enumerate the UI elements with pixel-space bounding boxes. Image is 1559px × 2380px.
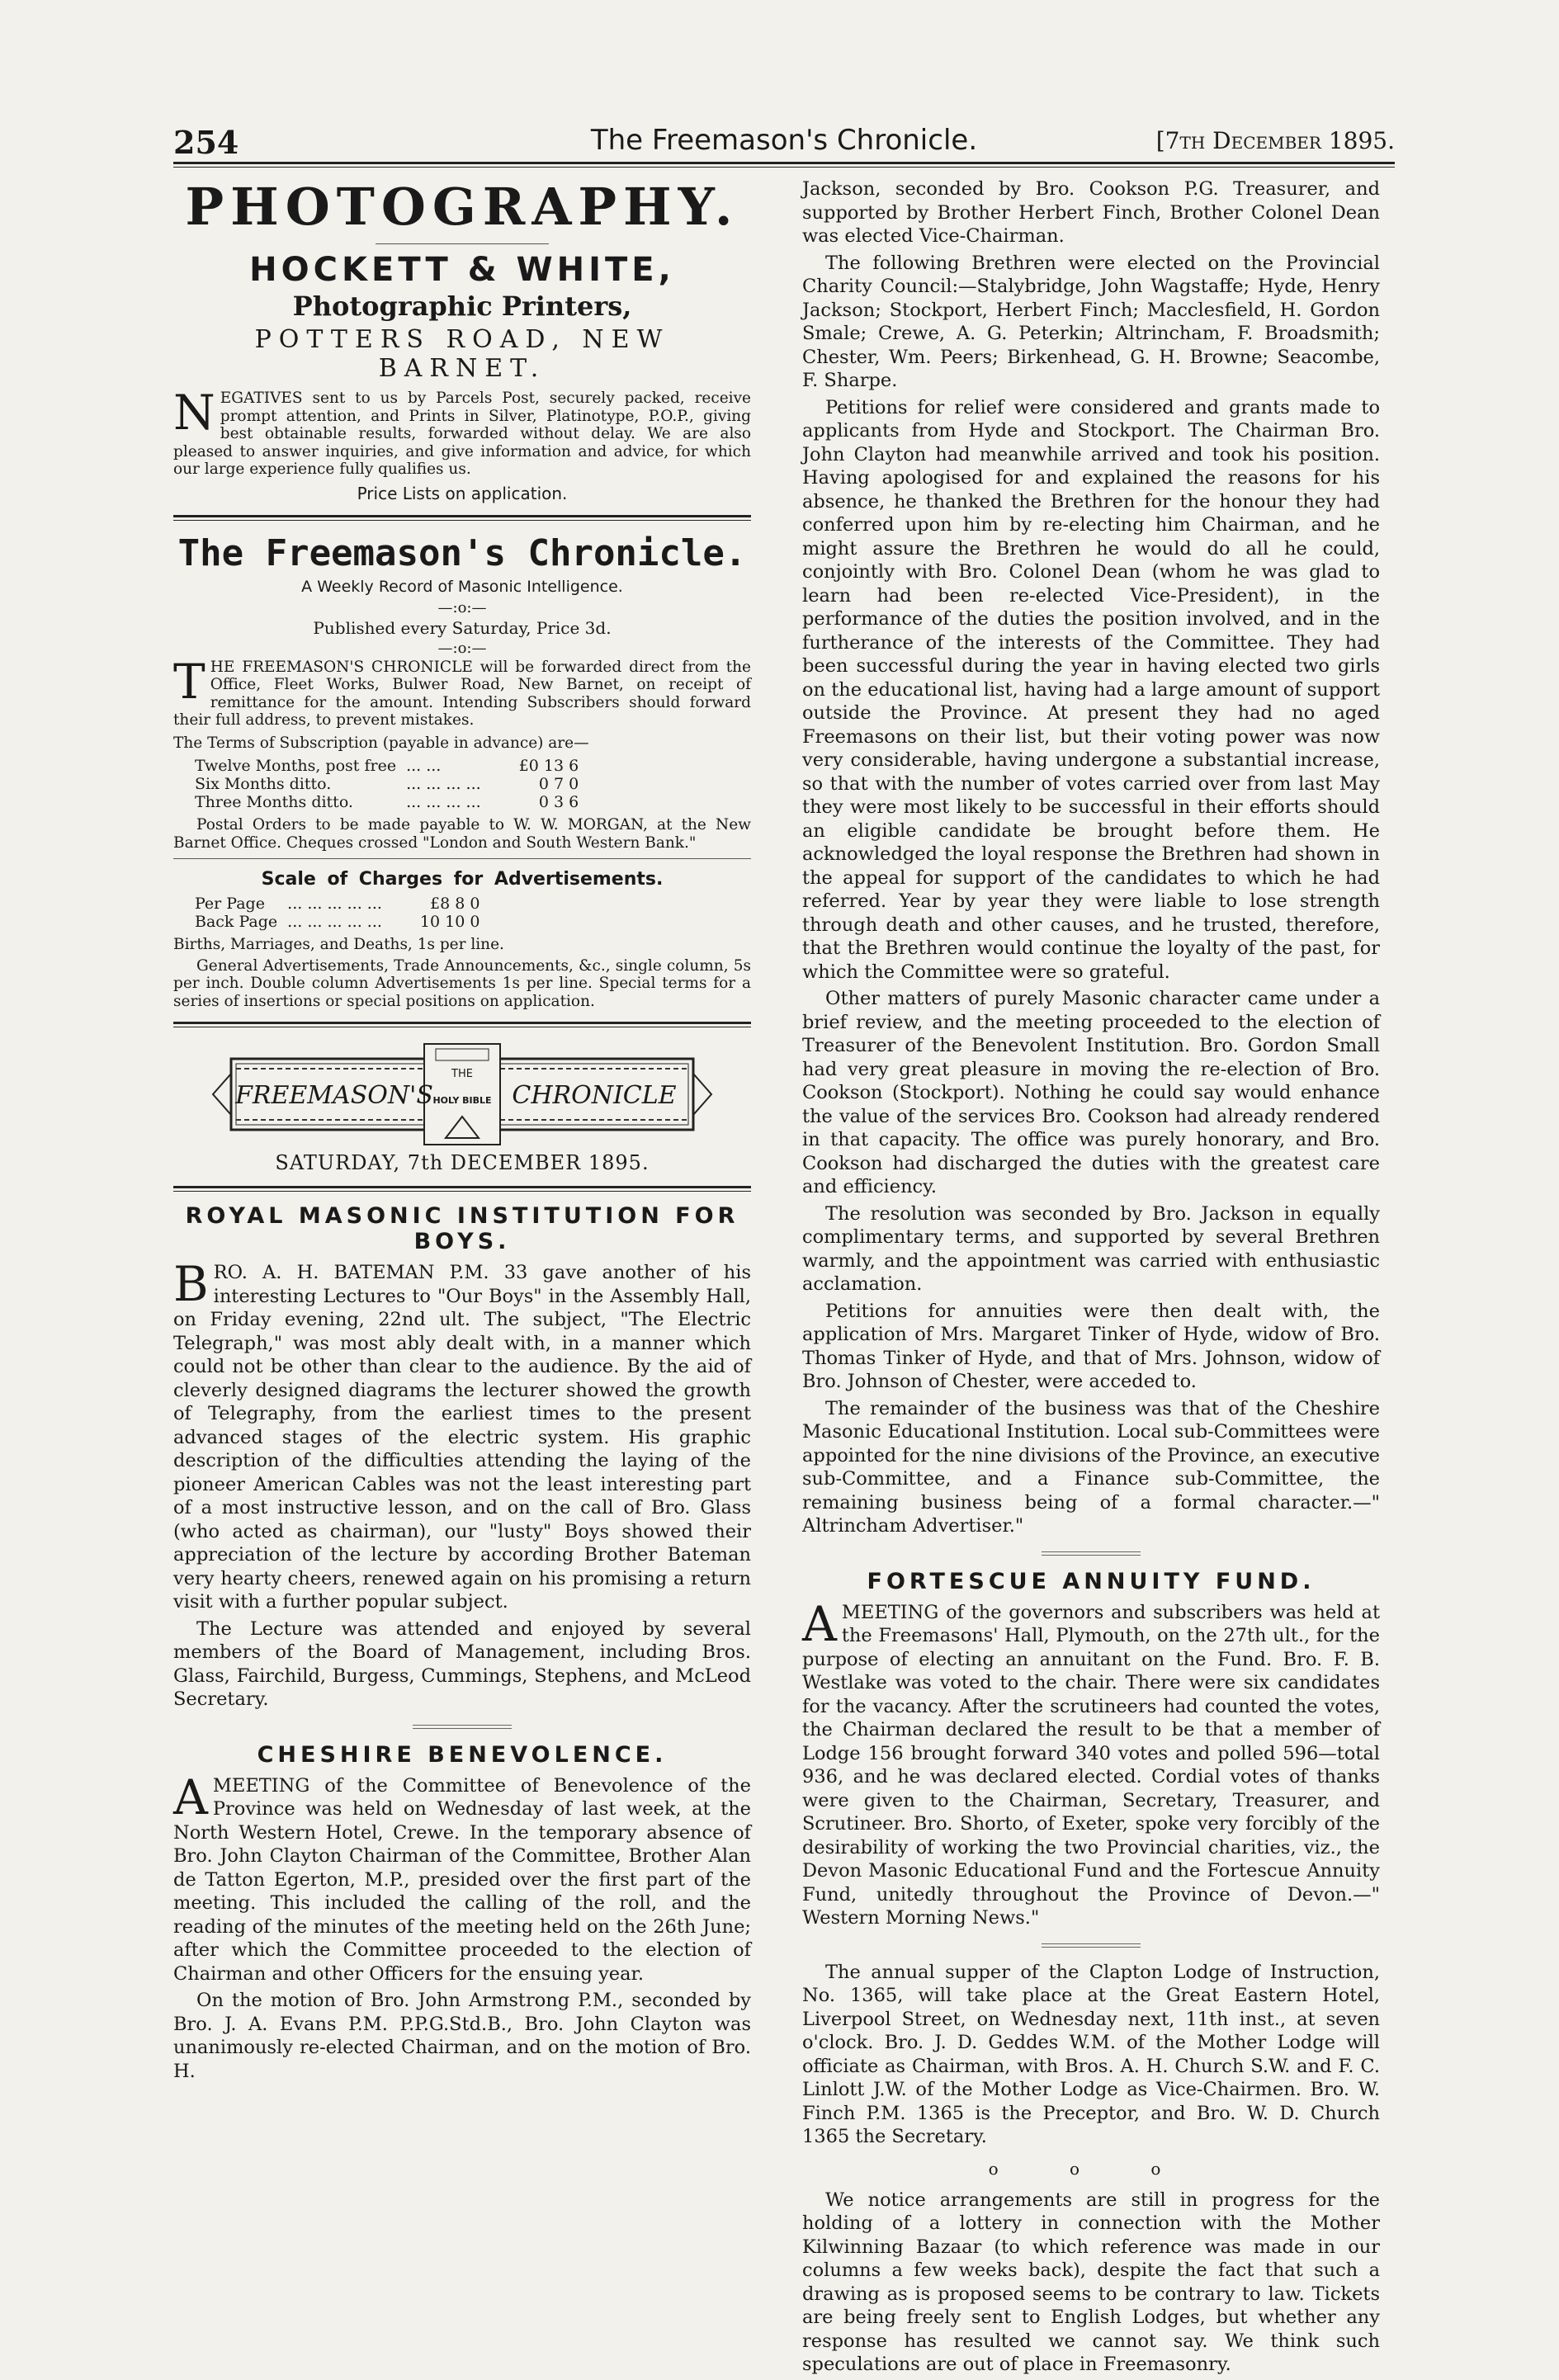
header-rule (173, 162, 1395, 168)
article-paragraph: AMEETING of the Committee of Benevolence of the Province was held on Wednesday of last week, at the North Western Hotel, Crewe. In the temporary absence of Bro. John Clayton Chairman of the Committee, Brother Alan de Tatton Egerton, M.P., presided over the first part of the meeting. This included the calling of the roll, and the reading of the minutes of the meeting held on the 26th June; after which the Committee proceeded to the election of Chairman and other Officers for the ensuing year. (173, 1768, 751, 1985)
article-paragraph: On the motion of Bro. John Armstrong P.M., seconded by Bro. J. A. Evans P.M. P.P.G.Std.B., Bro. John Clayton was unanimously re-elected Chairman, and on the motion of Bro. H. (173, 1990, 751, 2082)
right-column (802, 177, 1380, 2380)
article-paragraph: The annual supper of the Clapton Lodge of Instruction, No. 1365, will take place at the Great Eastern Hotel, Liverpool Street, on Wednesday next, 11th inst., at seven o'clock. Bro. J. D. Geddes W.M. of the Mother Lodge will officiate as Chairman, with Bros. A. H. Church S.W. and F. C. Linlott J.W. of the Mother Lodge as Vice-Chairmen. Bro. W. Finch P.M. 1365 is the Preceptor, and Bro. W. D. Church 1365 the Secretary. (802, 1961, 1380, 2147)
divider (1042, 1551, 1141, 1556)
divider (376, 243, 549, 244)
chronicle-terms-box (173, 532, 751, 1011)
masthead-word-left: FREEMASON'S (235, 1081, 433, 1110)
drop-cap: B (173, 1256, 209, 1312)
ornament-separator: —:o:— (437, 598, 487, 616)
article-paragraph: Jackson, seconded by Bro. Cookson P.G. Treasurer, and supported by Brother Herbert Finch, Brother Colonel Dean was elected Vice-Chairman. (802, 178, 1380, 247)
table-row: Three Months ditto. ... ... ... ... 0 3 6 (195, 793, 579, 811)
divider (173, 858, 751, 859)
advert-scale-heading: Scale of Charges for Advertisements. (261, 869, 664, 890)
article-paragraph: BRO. A. H. BATEMAN P.M. 33 gave another of his interesting Lectures to "Our Boys" in the Assembly Hall, on Friday evening, 22nd ult. The subject, "The Electric Telegraph," was most ably dealt with, in a manner which could not be other than clear to the audience. By the aid of cleverly designed diagrams the lecturer showed the growth of Telegraphy, from the earliest times to the present advanced stages of the electric system. His graphic description of the difficulties attending the laying of the pioneer American Cables was not the least interesting part of a most instructive lesson, and on the call of Bro. Glass (who acted as chairman), our "lusty" Boys showed their appreciation of the lecture by according Brother Bateman very hearty cheers, renewed again on his promising a return visit with a further popular subject. (173, 1256, 751, 1613)
table-row: Per Page ... ... ... ... ... £8 8 0 (195, 895, 480, 913)
double-rule (173, 1022, 751, 1027)
table-row: Six Months ditto. ... ... ... ... 0 7 0 (195, 775, 579, 793)
table-row: Back Page ... ... ... ... ... 10 10 0 (195, 913, 480, 931)
double-rule (173, 1186, 751, 1192)
running-head (173, 124, 1395, 161)
article-heading: CHESHIRE BENEVOLENCE. (257, 1741, 668, 1768)
double-rule (173, 515, 751, 521)
births-note: Births, Marriages, and Deaths, 1s per line. (173, 936, 504, 953)
photography-advert (173, 177, 751, 503)
divider (413, 1725, 512, 1729)
article-paragraph: AMEETING of the governors and subscribers was held at the Freemasons' Hall, Plymouth, on the 27th ult., for the purpose of electing an annuitant on the Fund. Bro. F. B. Westlake was voted to the chair. There were six candidates for the vacancy. After the scrutineers had counted the votes, the Chairman declared the result to be that a member of Lodge 156 brought forward 340 votes and polled 596—total 936, and he was declared elected. Cordial votes of thanks were given to the Chairman, Secretary, Treasurer, and Scrutineer. Bro. Shorto, of Exeter, spoke very forcibly of the desirability of working the two Provincial charities, viz., the Devon Masonic Educational Fund and the Fortescue Annuity Fund, unitedly throughout the Province of Devon.—" Western Morning News." (802, 1595, 1380, 1929)
article-heading: ROYAL MASONIC INSTITUTION FOR BOYS. (185, 1203, 739, 1254)
firm-name: HOCKETT & WHITE, (249, 251, 675, 289)
page-number: 254 (173, 124, 239, 161)
article-paragraph: The following Brethren were elected on the Provincial Charity Council:—Stalybridge, John Wagstaffe; Hyde, Henry Jackson; Stockport, Herbert Finch; Macclesfield, H. Gordon Smale; Crewe, A. G. Peterkin; Altrincham, F. Broadsmith; Chester, Wm. Peers; Birkenhead, G. H. Browne; Seacombe, F. Sharpe. (802, 252, 1380, 391)
delivery-notice: THE FREEMASON'S CHRONICLE will be forwarded direct from the Office, Fleet Works, Bulwer Road, New Barnet, on receipt of remittance for the amount. Intending Subscribers should forward their full address, to prevent mistakes. (173, 653, 751, 729)
divider (1042, 1943, 1141, 1948)
terms-intro: The Terms of Subscription (payable in advance) are— (173, 734, 589, 752)
ornament-separator: o o o (988, 2158, 1194, 2179)
price-lists-note: Price Lists on application. (357, 483, 568, 503)
postal-orders-note: Postal Orders to be made payable to W. W. MORGAN, at the New Barnet Office. Cheques crossed "London and South Western Bank." (173, 816, 751, 852)
article-heading: FORTESCUE ANNUITY FUND. (867, 1568, 1316, 1594)
left-column (173, 177, 751, 2086)
drop-cap: A (802, 1595, 837, 1652)
article-paragraph: Petitions for annuities were then dealt with, the application of Mrs. Margaret Tinker of Hyde, widow of Bro. Thomas Tinker of Hyde, and that of Mrs. Johnson, widow of Bro. Johnson of Chester, were acceded to. (802, 1300, 1380, 1392)
chronicle-subtitle: A Weekly Record of Masonic Intelligence. (301, 577, 623, 596)
general-advert-note: General Advertisements, Trade Announcements, &c., single column, 5s per inch. Double column Advertisements 1s per line. Special terms for a series of insertions or special positions on application. (173, 956, 751, 1010)
article-paragraph: The remainder of the business was that of the Cheshire Masonic Educational Institution. Local sub-Committees were appointed for the nine divisions of the Province, an executive sub-Committee, and a Finance sub-Committee, the remaining business being of a formal character.—" Altrincham Advertiser." (802, 1397, 1380, 1537)
firm-address: POTTERS ROAD, NEW BARNET. (254, 325, 670, 383)
chronicle-title: The Freemason's Chronicle. (177, 531, 747, 574)
masthead-word-the: THE (451, 1068, 473, 1080)
table-row: Twelve Months, post free ... ... £0 13 6 (195, 757, 579, 775)
article-paragraph: We notice arrangements are still in progress for the holding of a lottery in connection with the Mother Kilwinning Bazaar (to which reference was made in our columns a few weeks back), despite the fact that such a drawing as is proposed seems to be contrary to law. Tickets are being freely sent to English Lodges, but whether any response has resulted we cannot say. We think such speculations are out of place in Freemasonry. (802, 2189, 1380, 2375)
right-arrow-ornament (693, 1074, 711, 1115)
photography-title: PHOTOGRAPHY. (185, 177, 739, 237)
article-paragraph: Petitions for relief were considered and grants made to applicants from Hyde and Stockport. The Chairman Bro. John Clayton had meanwhile arrived and took his position. Having apologised for and explained the reasons for his absence, he thanked the Brethren for the honour they had conferred upon him by re-electing him Chairman, and he might assure the Brethren he would do all he could, conjointly with Bro. Colonel Dean (whom he was glad to learn had been re-elected Vice-President), in the performance of the duties the position involved, and in the furtherance of the interests of the Committee. They had been successful during the year in having elected two girls on the educational list, having had a large amount of support outside the Province. At present they had no aged Freemasons on their list, but their voting power was now very considerable, having undergone a substantial increase, so that with the number of votes carried over from last May they were most likely to be successful in their efforts should an eligible candidate be brought before them. He acknowledged the loyal response the Brethren had shown in the appeal for support of the candidates to which he had referred. Year by year they were liable to lose strength through death and other causes, and he trusted, therefore, that the Brethren would continue the loyalty of the past, for which the Committee were so grateful. (802, 396, 1380, 983)
article-paragraph: The resolution was seconded by Bro. Jackson in equally complimentary terms, and supported by several Brethren warmly, and the appointment was carried with enthusiastic acclamation. (802, 1202, 1380, 1295)
drop-cap: T (173, 653, 206, 710)
running-date: [7th December 1895. (1155, 127, 1395, 154)
drop-cap: N (173, 385, 215, 441)
published-note: Published every Saturday, Price 3d. (313, 617, 612, 638)
left-arrow-ornament (213, 1074, 231, 1115)
firm-subtitle: Photographic Printers, (292, 290, 632, 322)
drop-cap: A (173, 1768, 208, 1825)
article-clapton (802, 1961, 1380, 2377)
article-paragraph: Other matters of purely Masonic character came under a brief review, and the meeting proceeded to the election of Treasurer of the Benevolent Institution. Bro. Gordon Small had very great pleasure in moving the re-election of Bro. Cookson (Stockport). Nothing he could say would enhance the value of the services Bro. Cookson had already rendered in that capacity. The office was purely honorary, and Bro. Cookson had discharged the duties with the greatest care and efficiency. (802, 988, 1380, 1197)
ornament-separator: —:o:— (437, 639, 487, 657)
article-paragraph: The Lecture was attended and enjoyed by several members of the Board of Management, including Bros. Glass, Fairchild, Burgess, Cummings, Stephens, and McLeod Secretary. (173, 1617, 751, 1710)
masthead-banner (206, 1041, 718, 1148)
masthead-holy-bible: HOLY BIBLE (432, 1095, 492, 1106)
article-royal-masonic (173, 1203, 751, 1712)
article-cheshire-continued (802, 177, 1380, 1538)
masthead-word-right: CHRONICLE (512, 1081, 677, 1110)
advert-body: NEGATIVES sent to us by Parcels Post, securely packed, receive prompt attention, and Prints in Silver, Platinotype, P.O.P., giving best obtainable results, forwarded without delay. We are also pleased to answer inquiries, and give information and advice, for which our large experience fully qualifies us. (173, 385, 751, 478)
advert-charges-table (190, 895, 484, 931)
issue-dateline: SATURDAY, 7th DECEMBER 1895. (275, 1151, 650, 1174)
subscription-table (190, 757, 583, 811)
running-title: The Freemason's Chronicle. (590, 124, 978, 157)
article-fortescue (802, 1569, 1380, 1930)
article-cheshire (173, 1742, 751, 2084)
